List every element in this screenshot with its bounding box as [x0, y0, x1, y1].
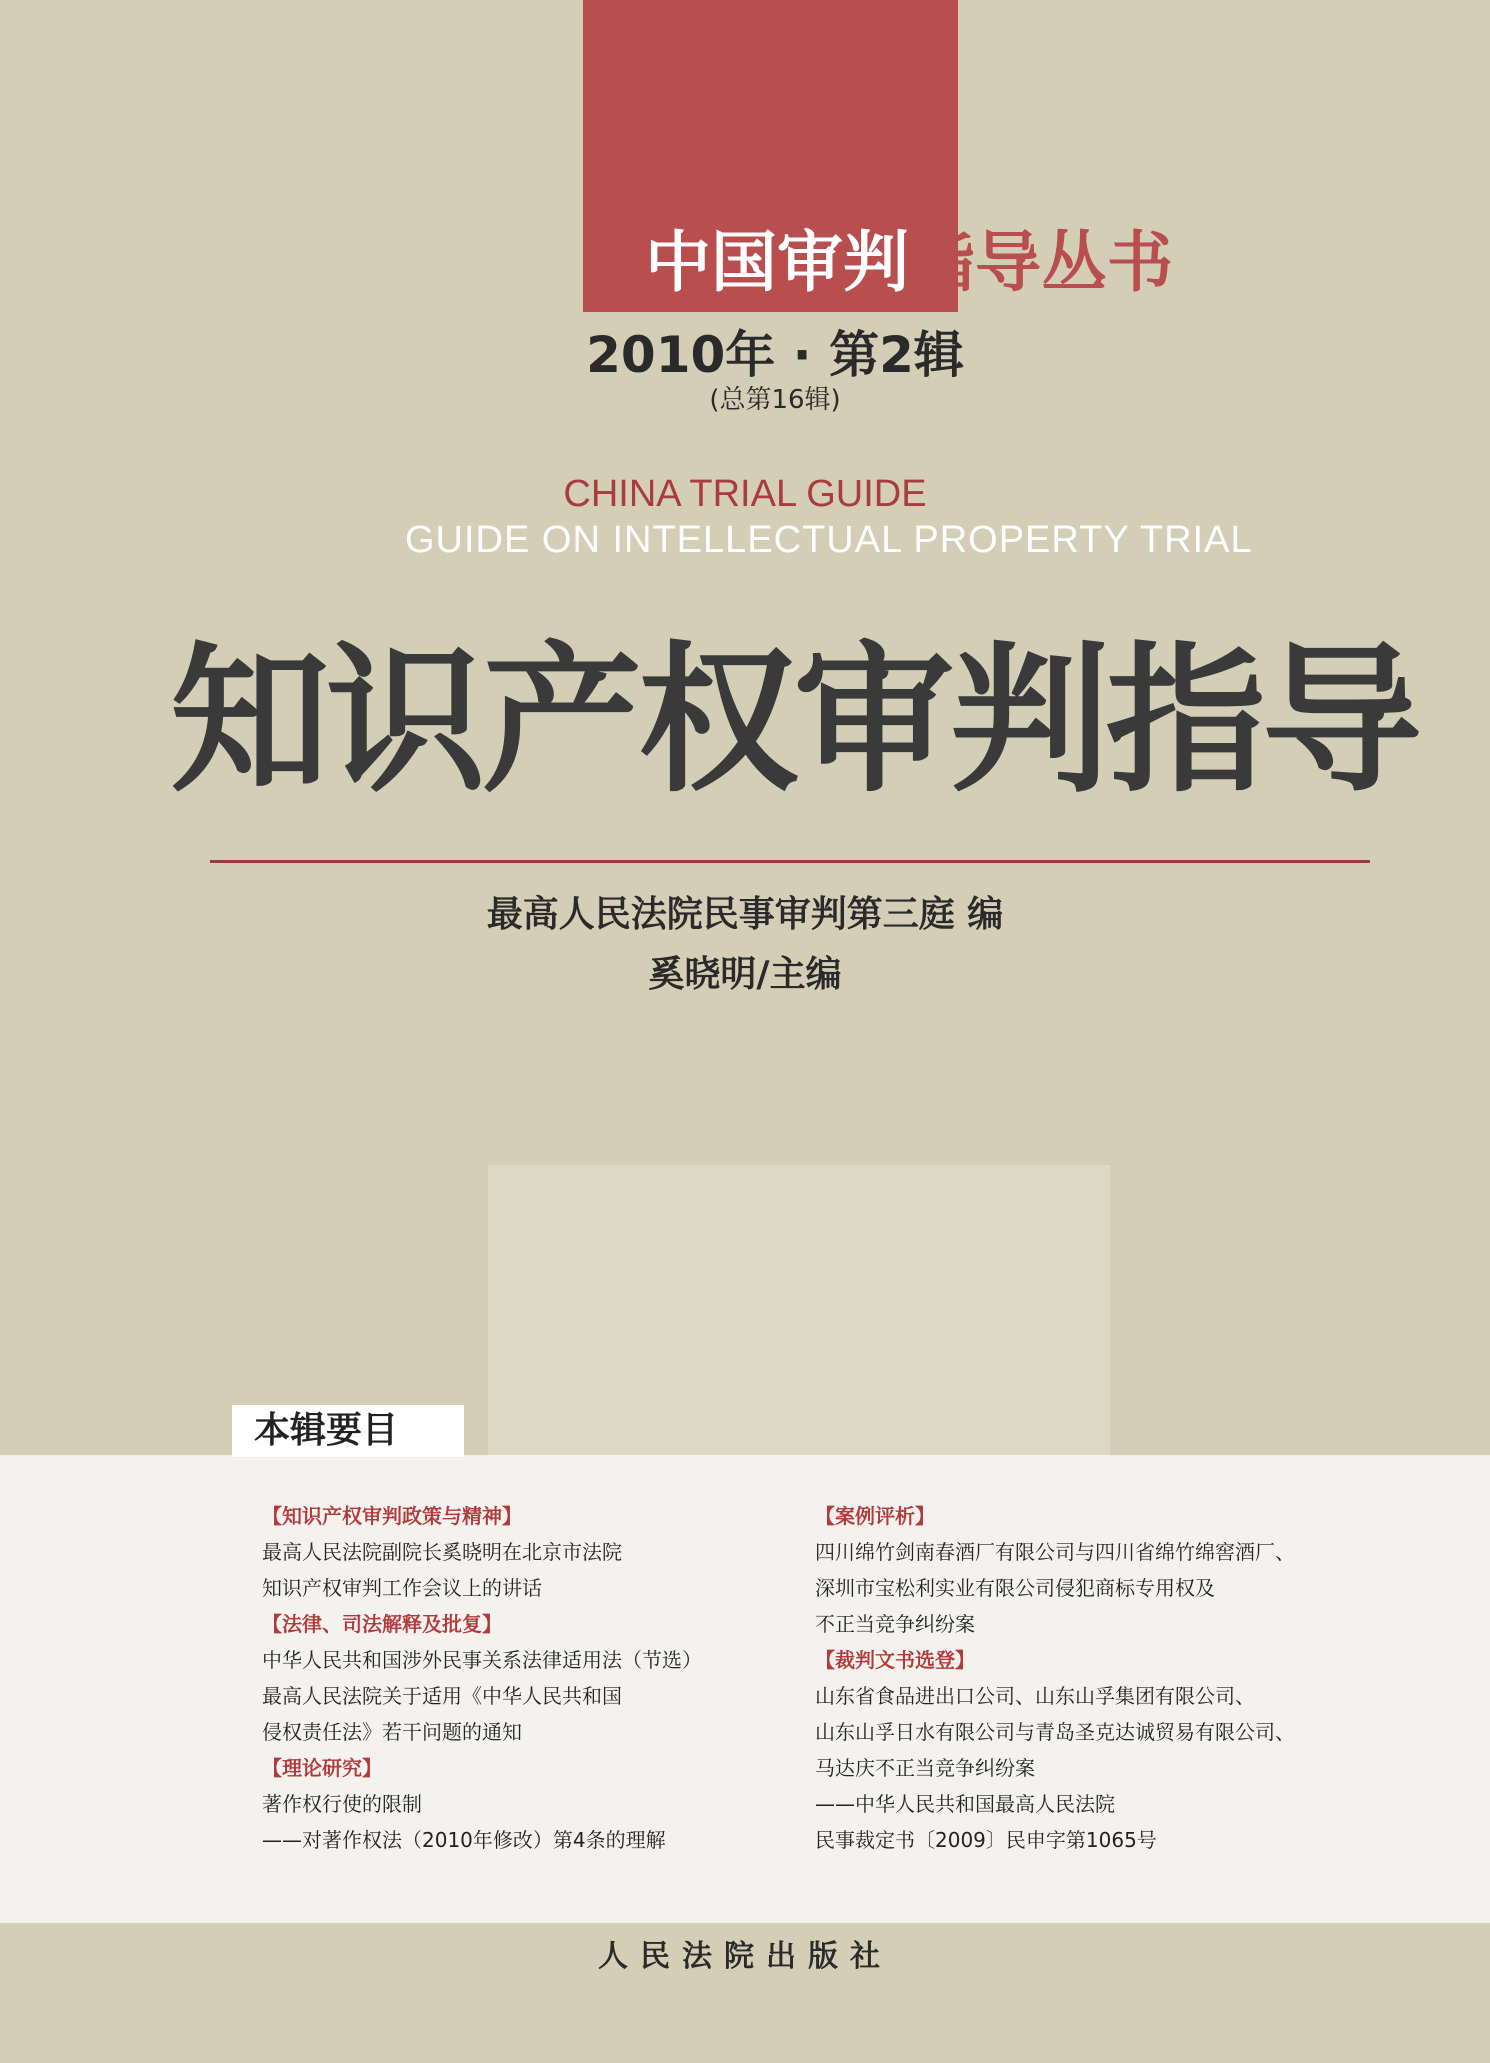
issue-total: (总第16辑) [709, 385, 841, 415]
contents-item: 四川绵竹剑南春酒厂有限公司与四川省绵竹绵窖酒厂、 [815, 1540, 1295, 1564]
contents-item: 侵权责任法》若干问题的通知 [262, 1720, 522, 1744]
title-rule [210, 860, 1370, 863]
contents-right-column [815, 1498, 1455, 1858]
contents-item: ——对著作权法（2010年修改）第4条的理解 [262, 1828, 666, 1852]
issue-number: 2010年 · 第2辑 [586, 326, 964, 384]
series-title-part2: 指导丛书 [909, 224, 1173, 301]
editor-organization: 最高人民法院民事审判第三庭 编 [486, 894, 1004, 935]
contents-item: 中华人民共和国涉外民事关系法律适用法（节选） [262, 1648, 702, 1672]
faded-label-area [488, 1165, 1110, 1505]
contents-section-heading: 【法律、司法解释及批复】 [262, 1612, 502, 1636]
english-series-title: CHINA TRIAL GUIDE [563, 473, 927, 515]
contents-item: 马达庆不正当竞争纠纷案 [815, 1756, 1035, 1780]
contents-item: 民事裁定书〔2009〕民申字第1065号 [815, 1828, 1157, 1852]
contents-item: 不正当竞争纠纷案 [815, 1612, 975, 1636]
contents-item: 山东省食品进出口公司、山东山孚集团有限公司、 [815, 1684, 1255, 1708]
editor-in-chief: 奚晓明/主编 [648, 954, 842, 995]
english-book-title: GUIDE ON INTELLECTUAL PROPERTY TRIAL [405, 519, 1253, 561]
series-title-part1: 中国审判 [645, 224, 909, 301]
contents-item: 山东山孚日水有限公司与青岛圣克达诚贸易有限公司、 [815, 1720, 1295, 1744]
contents-item: 深圳市宝松利实业有限公司侵犯商标专用权及 [815, 1576, 1215, 1600]
contents-heading: 本辑要目 [232, 1405, 464, 1457]
book-title: 知识产权审判指导 [170, 626, 1419, 814]
series-title [645, 218, 1173, 308]
contents-item: 著作权行使的限制 [262, 1792, 422, 1816]
contents-section-heading: 【理论研究】 [262, 1756, 382, 1780]
contents-section-heading: 【裁判文书选登】 [815, 1648, 975, 1672]
contents-section-heading: 【知识产权审判政策与精神】 [262, 1504, 522, 1528]
contents-item: 最高人民法院关于适用《中华人民共和国 [262, 1684, 622, 1708]
contents-item: ——中华人民共和国最高人民法院 [815, 1792, 1115, 1816]
contents-section-heading: 【案例评析】 [815, 1504, 935, 1528]
contents-item: 最高人民法院副院长奚晓明在北京市法院 [262, 1540, 622, 1564]
contents-left-column [262, 1498, 782, 1858]
publisher: 人民法院出版社 [598, 1939, 892, 1974]
contents-item: 知识产权审判工作会议上的讲话 [262, 1576, 542, 1600]
